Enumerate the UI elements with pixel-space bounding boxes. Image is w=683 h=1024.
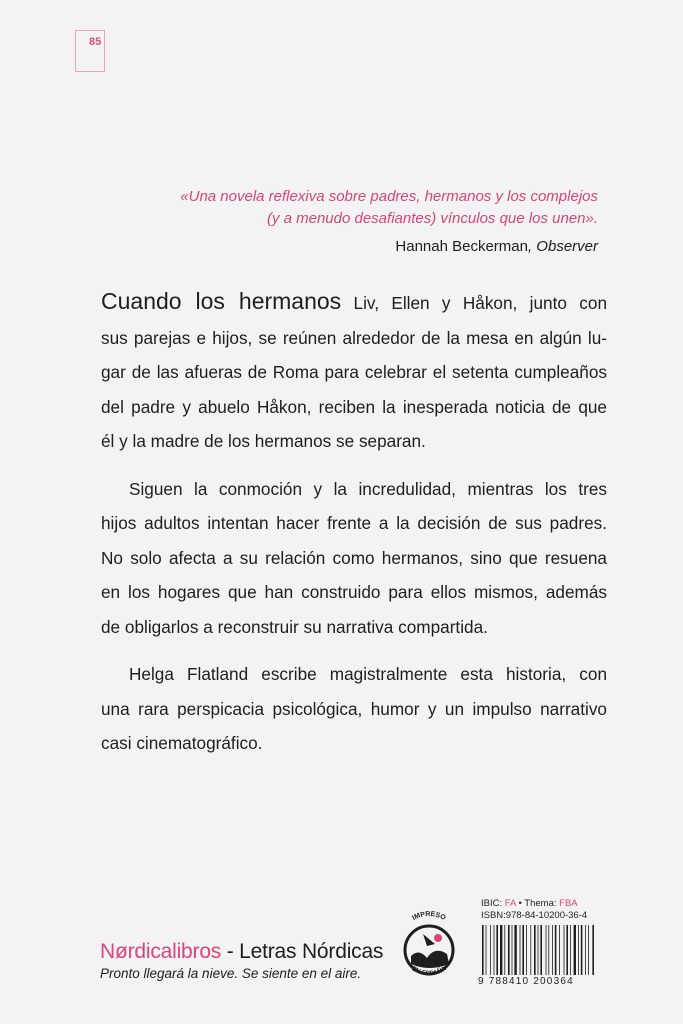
printed-in-spain-seal	[389, 898, 469, 990]
barcode-bar	[486, 925, 487, 977]
barcode-bar	[552, 925, 553, 977]
synopsis-line: casi cinematográfico.	[101, 733, 263, 753]
barcode-bar	[578, 925, 579, 977]
seal-bottom-text: EN ESPAÑA	[410, 965, 448, 978]
seal-pink-mark	[434, 934, 442, 942]
synopsis-paragraph-2	[101, 472, 607, 645]
synopsis-line: gar de las afueras de Roma para celebrar el setenta cumpleaños	[101, 362, 607, 382]
seal-landscape-icon	[411, 951, 449, 968]
barcode-bar	[494, 925, 495, 977]
subject-codes: IBIC: FA • Thema: FBA	[481, 898, 578, 909]
synopsis-line: No solo afecta a su relación como hermanos, sino que resuena	[101, 547, 607, 568]
barcode-bar	[496, 925, 498, 977]
barcode-bar	[574, 925, 576, 977]
publisher-collection: - Letras Nórdicas	[221, 940, 384, 963]
barcode-bar	[520, 925, 521, 977]
barcode-bar	[566, 925, 568, 977]
page-number-box	[75, 30, 105, 72]
seal-top-text: IMPRESO	[411, 910, 447, 922]
classification-codes	[481, 898, 587, 922]
barcode-bar	[534, 925, 536, 977]
barcode-digits: 9 788410 200364	[478, 975, 602, 987]
barcode-bar	[482, 925, 484, 977]
synopsis-paragraph-1	[101, 284, 607, 459]
synopsis-lead: Cuando los hermanos	[101, 288, 342, 314]
barcode-bar	[570, 925, 571, 977]
synopsis-line: Siguen la conmoción y la incredulidad, mientras los tres	[129, 478, 607, 499]
barcode-bar	[546, 925, 547, 977]
ibic-code: FA	[504, 898, 516, 909]
barcode-bar	[564, 925, 565, 977]
seal-bird-icon	[423, 934, 435, 946]
quote-line-2: (y a menudo desafiantes) vínculos que los unen».	[266, 210, 598, 227]
barcode-bar	[592, 925, 594, 977]
quote-attribution	[90, 238, 598, 255]
synopsis-paragraph-3	[101, 657, 607, 761]
synopsis-line: una rara perspicacia psicológica, humor y un impulso narrativo	[101, 698, 607, 719]
barcode-bar	[548, 925, 549, 977]
barcode-bar	[555, 925, 557, 977]
barcode-bar	[500, 925, 502, 977]
quote-line-1: «Una novela reflexiva sobre padres, hermanos y los complejos	[180, 188, 598, 205]
barcode-bar	[585, 925, 586, 977]
barcode-bar	[526, 925, 527, 977]
synopsis-line: en los hogares que han construido para ellos mismos, además	[101, 582, 607, 602]
publisher-name: Nørdica	[100, 940, 173, 963]
synopsis-line: Cuando los hermanos Liv, Ellen y Håkon, junto con	[101, 288, 608, 314]
barcode-bar	[514, 925, 516, 977]
barcode-bar	[588, 925, 589, 977]
synopsis-line: de obligarlos a reconstruir su narrativa compartida.	[101, 616, 488, 637]
barcode-bar	[508, 925, 510, 977]
review-quote	[90, 186, 598, 230]
thema-code: FBA	[559, 898, 578, 909]
barcode-bar	[559, 925, 560, 977]
synopsis-line: Helga Flatland escribe magistralmente esta historia, con	[129, 664, 607, 684]
isbn-text: ISBN:978-84-10200-36-4	[481, 910, 588, 921]
publisher-libros: libros	[172, 940, 222, 963]
page-number: 85	[89, 36, 102, 48]
barcode-bar	[530, 925, 531, 977]
barcode-bar	[538, 925, 539, 977]
barcode-bar	[522, 925, 524, 977]
barcode-bar	[512, 925, 513, 977]
synopsis-line: él y la madre de los hermanos se separan.	[101, 431, 426, 451]
barcode-bar	[581, 925, 583, 977]
barcode-bar	[490, 925, 491, 977]
publisher-brand	[100, 940, 383, 964]
synopsis-line: del padre y abuelo Håkon, reciben la inesperada noticia de que	[101, 396, 607, 417]
publisher-tagline: Pronto llegará la nieve. Se siente en el aire.	[100, 966, 362, 981]
synopsis-line: sus parejas e hijos, se reúnen alrededor de la mesa en algún lu-	[101, 327, 607, 348]
quote-author: Hannah Beckerman	[395, 238, 528, 255]
quote-publication: , Observer	[527, 238, 598, 255]
synopsis-line: hijos adultos intentan hacer frente a la decisión de sus padres.	[101, 513, 607, 533]
synopsis	[101, 284, 607, 774]
barcode-bar	[540, 925, 542, 977]
barcode-bar	[504, 925, 505, 977]
